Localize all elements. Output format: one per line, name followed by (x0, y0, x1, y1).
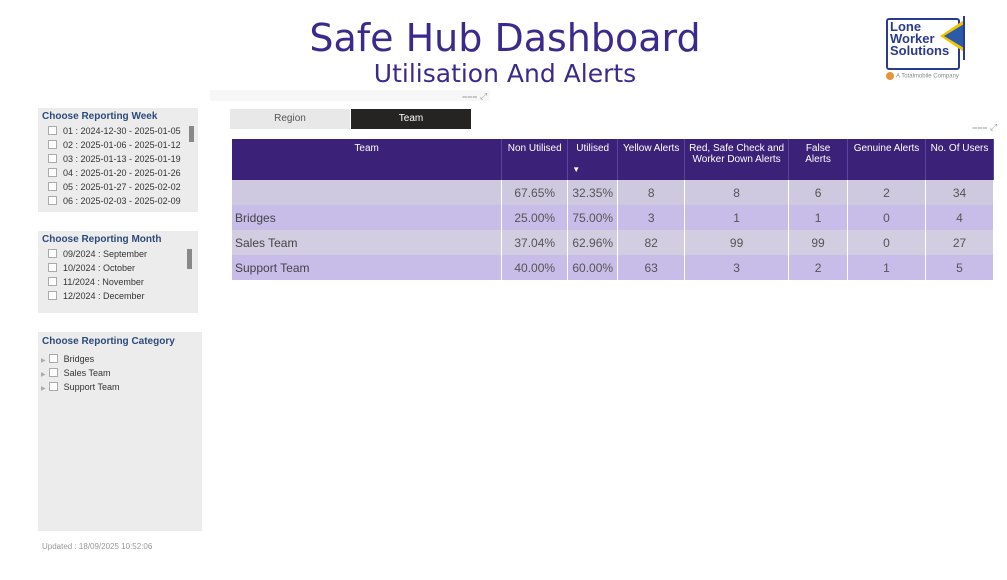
month-item[interactable]: 11/2024 : November (38, 275, 198, 289)
cell-team (232, 180, 502, 205)
cell-red-alerts: 99 (685, 230, 789, 255)
sort-descending-icon: ▼ (572, 165, 581, 174)
cell-users: 27 (925, 230, 993, 255)
column-header-sorted[interactable]: Utilised ▼ (568, 139, 618, 180)
week-scrollbar[interactable] (189, 126, 194, 142)
focus-mode-icon[interactable]: ⤢ (479, 91, 488, 101)
month-scrollbar[interactable] (187, 249, 192, 269)
cell-genuine-alerts: 0 (848, 230, 926, 255)
table-row[interactable] (232, 255, 994, 280)
cell-utilised: 32.35% (568, 180, 618, 205)
expand-icon: ▶ (41, 372, 46, 378)
page-title: Safe Hub Dashboard (309, 16, 701, 60)
column-header[interactable]: False Alerts (789, 139, 848, 180)
week-slicer-list (38, 124, 198, 208)
updated-timestamp: Updated : 18/09/2025 10:52:06 (42, 542, 153, 551)
checkbox-icon (49, 382, 58, 391)
filter-icon[interactable]: ⩶ (462, 91, 478, 101)
week-item[interactable]: 02 : 2025-01-06 - 2025-01-12 (38, 138, 198, 152)
category-item[interactable]: ▶ Sales Team (38, 366, 202, 380)
view-tabs (230, 109, 470, 129)
cell-users: 34 (925, 180, 993, 205)
visual-header-bar (210, 90, 490, 101)
cell-red-alerts: 1 (685, 205, 789, 230)
checkbox-icon (48, 196, 57, 205)
column-header[interactable]: No. Of Users (925, 139, 993, 180)
dashboard-title-block (230, 16, 780, 88)
week-item[interactable]: 06 : 2025-02-03 - 2025-02-09 (38, 194, 198, 208)
category-slicer (38, 332, 202, 531)
tab-team[interactable]: Team (351, 109, 471, 129)
category-item[interactable]: ▶ Support Team (38, 380, 202, 394)
focus-mode-icon[interactable]: ⤢ (989, 122, 998, 132)
cell-yellow-alerts: 3 (618, 205, 685, 230)
week-slicer-title: Choose Reporting Week (42, 111, 158, 122)
cell-team: Support Team (232, 255, 502, 280)
logo-line3: Solutions (890, 43, 950, 58)
checkbox-icon (49, 368, 58, 377)
logo-line1: Lone (890, 19, 922, 34)
checkbox-icon (48, 182, 57, 191)
cell-users: 5 (925, 255, 993, 280)
table-header-row (232, 139, 994, 180)
checkbox-icon (48, 291, 57, 300)
cell-team: Sales Team (232, 230, 502, 255)
expand-icon: ▶ (41, 358, 46, 364)
week-item[interactable]: 05 : 2025-01-27 - 2025-02-02 (38, 180, 198, 194)
month-slicer (38, 231, 198, 313)
filter-icon[interactable]: ⩶ (972, 122, 988, 132)
week-item[interactable]: 03 : 2025-01-13 - 2025-01-19 (38, 152, 198, 166)
week-item[interactable]: 04 : 2025-01-20 - 2025-01-26 (38, 166, 198, 180)
flag-icon (934, 14, 968, 60)
expand-icon: ▶ (41, 386, 46, 392)
table-row[interactable] (232, 205, 994, 230)
checkbox-icon (48, 277, 57, 286)
month-slicer-title: Choose Reporting Month (42, 234, 162, 245)
column-header[interactable]: Yellow Alerts (618, 139, 685, 180)
cell-non-utilised: 40.00% (502, 255, 568, 280)
cell-false-alerts: 1 (789, 205, 848, 230)
cell-team: Bridges (232, 205, 502, 230)
cell-users: 4 (925, 205, 993, 230)
cell-utilised: 60.00% (568, 255, 618, 280)
page-subtitle: Utilisation And Alerts (373, 59, 637, 88)
cell-non-utilised: 67.65% (502, 180, 568, 205)
team-table (232, 139, 994, 280)
cell-yellow-alerts: 82 (618, 230, 685, 255)
checkbox-icon (48, 263, 57, 272)
cell-yellow-alerts: 8 (618, 180, 685, 205)
checkbox-icon (48, 249, 57, 258)
week-item[interactable]: 01 : 2024-12-30 - 2025-01-05 (38, 124, 198, 138)
cell-utilised: 75.00% (568, 205, 618, 230)
cell-red-alerts: 3 (685, 255, 789, 280)
month-item[interactable]: 12/2024 : December (38, 289, 198, 303)
month-item[interactable]: 09/2024 : September (38, 247, 198, 261)
visual-header-icons (462, 91, 487, 102)
cell-false-alerts: 2 (789, 255, 848, 280)
checkbox-icon (48, 168, 57, 177)
cell-utilised: 62.96% (568, 230, 618, 255)
category-slicer-title: Choose Reporting Category (42, 336, 175, 347)
column-header[interactable]: Genuine Alerts (848, 139, 926, 180)
checkbox-icon (49, 354, 58, 363)
cell-non-utilised: 37.04% (502, 230, 568, 255)
cell-yellow-alerts: 63 (618, 255, 685, 280)
cell-false-alerts: 6 (789, 180, 848, 205)
logo-tagline: A Totalmobile Company (886, 72, 959, 80)
tab-region[interactable]: Region (230, 109, 350, 129)
cell-genuine-alerts: 1 (848, 255, 926, 280)
column-header[interactable]: Red, Safe Check and Worker Down Alerts (685, 139, 789, 180)
table-row[interactable] (232, 230, 994, 255)
checkbox-icon (48, 126, 57, 135)
cell-red-alerts: 8 (685, 180, 789, 205)
category-item[interactable]: ▶ Bridges (38, 352, 202, 366)
table-visual-icons (972, 122, 997, 133)
column-header[interactable]: Team (232, 139, 502, 180)
cell-non-utilised: 25.00% (502, 205, 568, 230)
cell-genuine-alerts: 2 (848, 180, 926, 205)
month-item[interactable]: 10/2024 : October (38, 261, 198, 275)
checkbox-icon (48, 154, 57, 163)
table-row-total[interactable] (232, 180, 994, 205)
cell-genuine-alerts: 0 (848, 205, 926, 230)
cell-false-alerts: 99 (789, 230, 848, 255)
checkbox-icon (48, 140, 57, 149)
company-logo (882, 14, 972, 84)
logo-line2: Worker (890, 31, 935, 46)
column-header[interactable]: Non Utilised (502, 139, 568, 180)
week-slicer (38, 108, 198, 212)
